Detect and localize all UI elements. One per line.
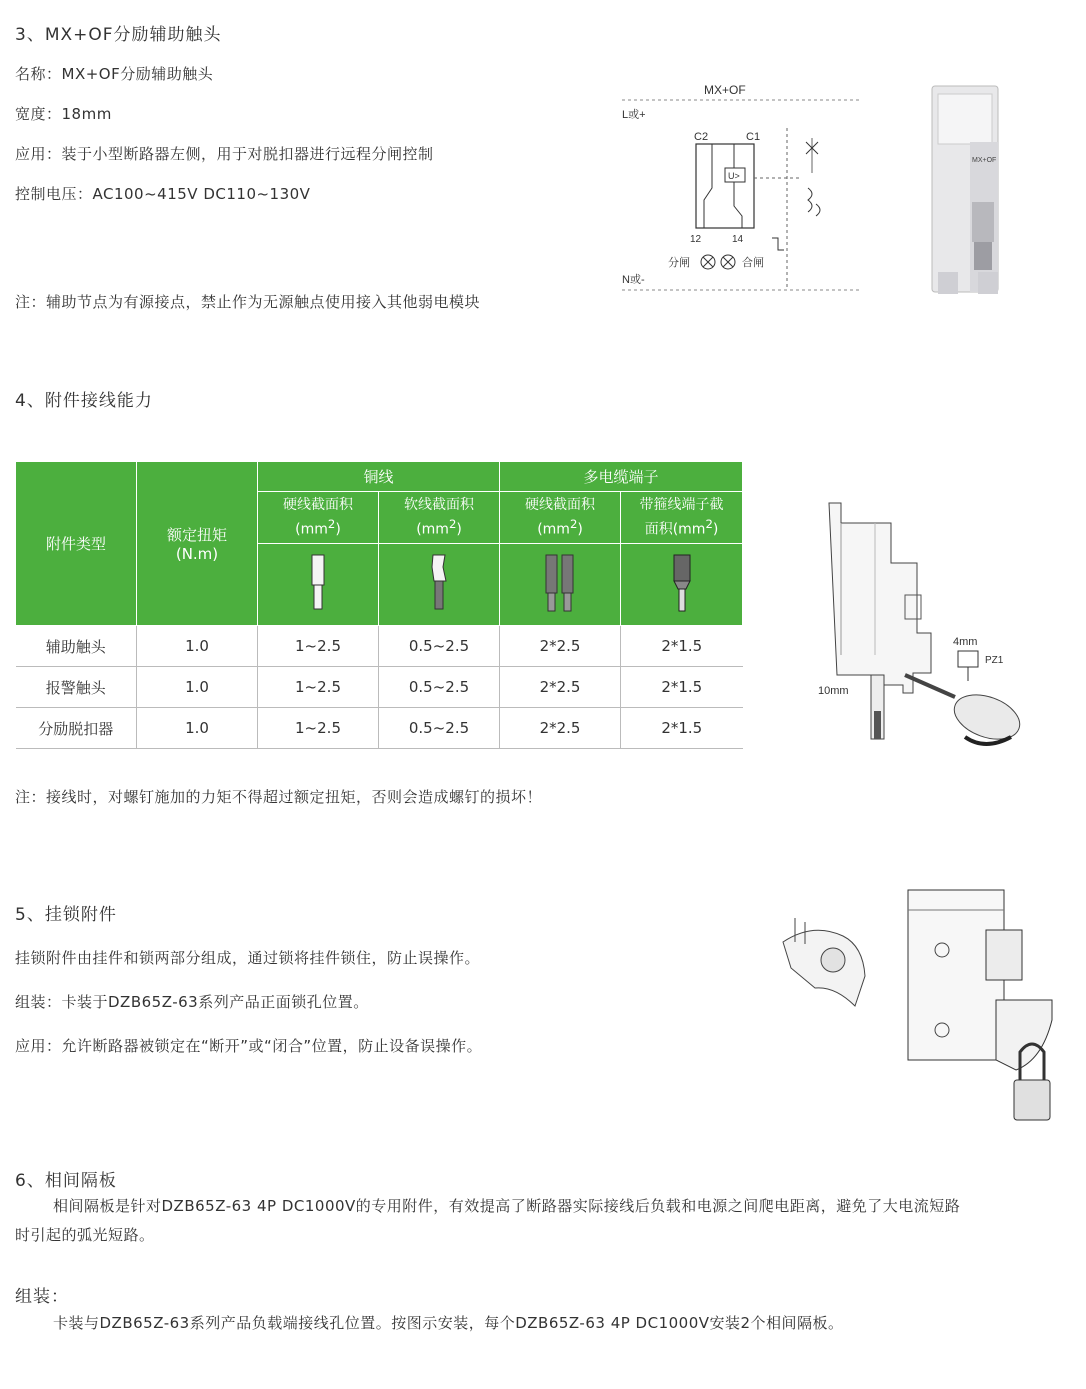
sub4-unit: 面积(mm	[644, 521, 706, 538]
table-cell-c3: 2*2.5	[500, 708, 621, 749]
s3-note: 注：辅助节点为有源接点，禁止作为无源触点使用接入其他弱电模块	[15, 293, 481, 311]
diagram-c1: C1	[746, 131, 761, 143]
table-cell-type: 辅助触头	[16, 626, 137, 667]
mxof-wiring-diagram	[612, 78, 867, 298]
s6-assembly-text: 卡装与DZB65Z-63系列产品负载端接线孔位置。按图示安装，每个DZB65Z-63 4P DC1000V安装2个相间隔板。	[53, 1314, 844, 1332]
th-sub3	[500, 492, 621, 544]
sub2-label: 软线截面积	[404, 496, 474, 513]
sub2-sup: 2	[448, 516, 457, 531]
sub1-sup: 2	[327, 516, 336, 531]
diagram-t12: 12	[690, 234, 702, 245]
th-sub1	[258, 492, 379, 544]
table-cell-c4: 2*1.5	[621, 667, 743, 708]
diagram-l-label: L或+	[622, 109, 646, 121]
s4-note: 注：接线时，对螺钉施加的力矩不得超过额定扭矩，否则会造成螺钉的损坏！	[15, 788, 543, 806]
wiring-capacity-table	[15, 461, 743, 749]
table-cell-c4: 2*1.5	[621, 708, 743, 749]
table-cell-c3: 2*2.5	[500, 667, 621, 708]
table-row	[16, 626, 743, 667]
table-cell-torque: 1.0	[137, 626, 258, 667]
diagram-c2: C2	[694, 131, 709, 143]
s5-line1: 挂锁附件由挂件和锁两部分组成，通过锁将挂件锁住，防止误操作。	[15, 949, 481, 967]
solid-wire-icon	[258, 544, 379, 626]
svg-text:MX+OF: MX+OF	[972, 157, 997, 164]
sub3-label: 硬线截面积	[525, 496, 596, 513]
fig-4mm: 4mm	[953, 636, 978, 648]
padlock-hanger-image	[775, 912, 875, 1012]
th-copper: 铜线	[258, 462, 500, 492]
sub1-close: )	[335, 521, 341, 538]
table-cell-c1: 1~2.5	[258, 708, 379, 749]
table-cell-c1: 1~2.5	[258, 667, 379, 708]
sub3-close: )	[577, 521, 583, 538]
table-cell-c4: 2*1.5	[621, 626, 743, 667]
th-torque-unit: (N.m)	[175, 545, 219, 563]
sub3-unit: (mm	[537, 521, 570, 538]
screwdriver-figure	[815, 495, 1025, 750]
table-row	[16, 708, 743, 749]
table-cell-torque: 1.0	[137, 667, 258, 708]
table-cell-c2: 0.5~2.5	[379, 667, 500, 708]
s5-line2: 组装：卡装于DZB65Z-63系列产品正面锁孔位置。	[15, 993, 369, 1011]
table-cell-c2: 0.5~2.5	[379, 708, 500, 749]
section5-heading: 5、挂锁附件	[15, 905, 117, 925]
padlock-breaker-image	[900, 880, 1070, 1125]
sub4-close: )	[712, 521, 719, 538]
sub4-sup: 2	[705, 516, 713, 531]
sub1-unit: (mm	[295, 521, 328, 538]
s3-application: 应用：装于小型断路器左侧，用于对脱扣器进行远程分闸控制	[15, 145, 434, 163]
section3-heading: 3、MX+OF分励辅助触头	[15, 25, 222, 45]
table-cell-c2: 0.5~2.5	[379, 626, 500, 667]
fig-10mm: 10mm	[818, 685, 849, 697]
diagram-t14: 14	[732, 234, 744, 245]
svg-text:U>: U>	[728, 171, 740, 181]
section4-heading: 4、附件接线能力	[15, 391, 153, 411]
th-torque	[137, 462, 258, 626]
sub4-label: 带箍线端子截	[639, 496, 724, 513]
sub2-close: )	[456, 521, 462, 538]
s3-width: 宽度：18mm	[15, 105, 112, 123]
sub3-sup: 2	[569, 516, 578, 531]
s3-name: 名称：MX+OF分励辅助触头	[15, 65, 214, 83]
sub2-unit: (mm	[416, 521, 449, 538]
table-cell-type: 报警触头	[16, 667, 137, 708]
sub1-label: 硬线截面积	[283, 496, 353, 513]
table-row	[16, 667, 743, 708]
table-cell-c3: 2*2.5	[500, 626, 621, 667]
diagram-open-label: 分闸	[668, 257, 690, 269]
s6-para-a: 相间隔板是针对DZB65Z-63 4P DC1000V的专用附件，有效提高了断路器实际接线后负载和电源之间爬电距离，避免了大电流短路	[53, 1197, 961, 1215]
s6-paragraph	[15, 1192, 1083, 1250]
table-cell-type: 分励脱扣器	[16, 708, 137, 749]
s3-voltage: 控制电压：AC100~415V DC110~130V	[15, 185, 311, 203]
th-sub2	[379, 492, 500, 544]
diagram-title: MX+OF	[704, 83, 746, 97]
diagram-n-label: N或-	[622, 274, 645, 286]
th-multi: 多电缆端子	[500, 462, 743, 492]
mxof-device-image	[928, 82, 1010, 304]
diagram-close-label: 合闸	[742, 257, 764, 269]
s5-line3: 应用：允许断路器被锁定在“断开”或“闭合”位置，防止设备误操作。	[15, 1037, 483, 1055]
table-cell-c1: 1~2.5	[258, 626, 379, 667]
double-solid-wire-icon	[500, 544, 621, 626]
ferrule-terminal-icon	[621, 544, 743, 626]
table-cell-torque: 1.0	[137, 708, 258, 749]
th-torque-label: 额定扭矩	[166, 526, 227, 544]
s6-assembly-heading: 组装：	[15, 1287, 69, 1307]
fig-pz: PZ1	[985, 655, 1004, 666]
th-type: 附件类型	[16, 462, 137, 626]
section6-heading: 6、相间隔板	[15, 1171, 117, 1191]
stranded-wire-icon	[379, 544, 500, 626]
th-sub4	[621, 492, 743, 544]
s6-para-b: 时引起的弧光短路。	[15, 1226, 155, 1244]
